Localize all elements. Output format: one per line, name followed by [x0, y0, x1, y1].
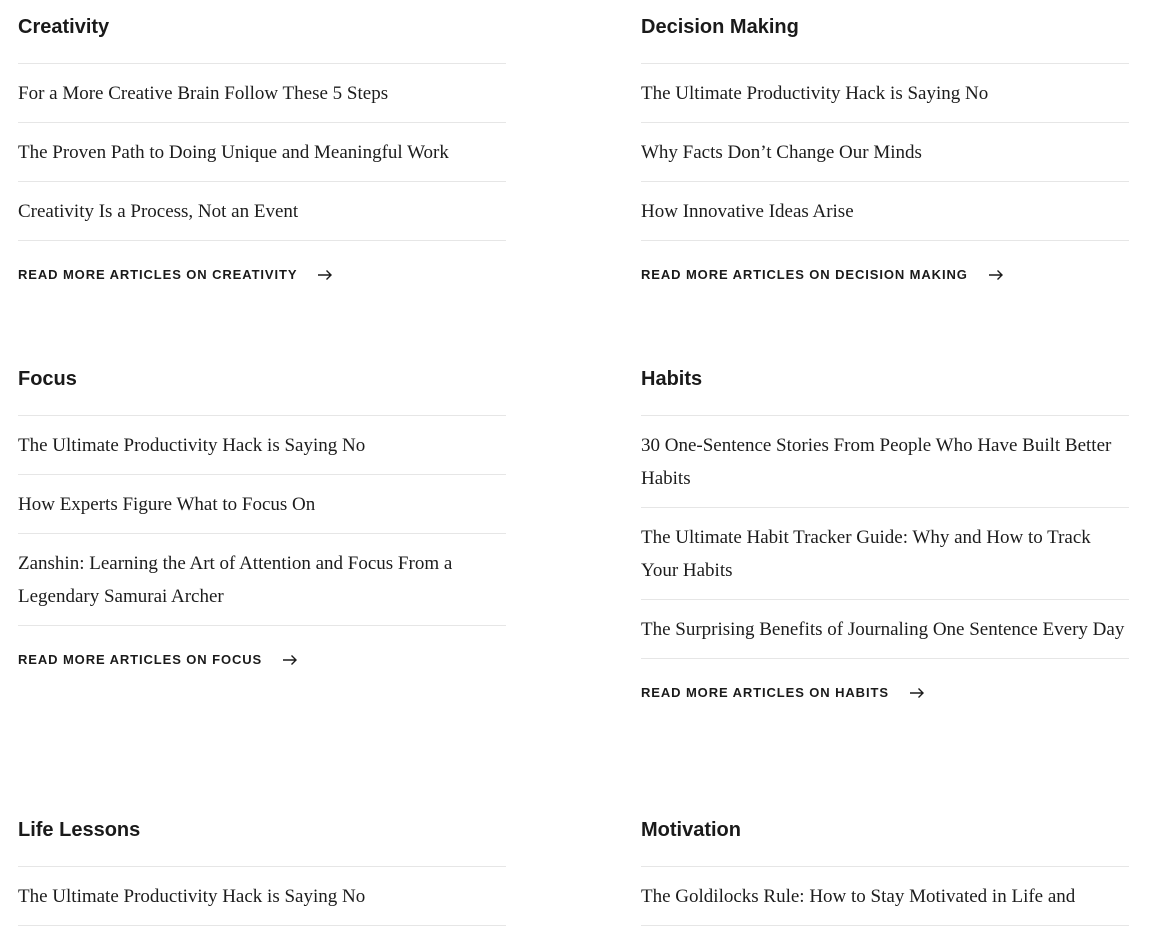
- article-list: [18, 416, 506, 626]
- article-link[interactable]: The Ultimate Productivity Hack is Saying No: [641, 83, 989, 104]
- article-link[interactable]: For a More Creative Brain Follow These 5 Steps: [18, 83, 389, 104]
- article-link[interactable]: How Experts Figure What to Focus On: [18, 494, 316, 515]
- section-title: Creativity: [18, 12, 506, 64]
- article-link[interactable]: How Innovative Ideas Arise: [641, 201, 854, 222]
- list-item: [641, 182, 1129, 241]
- read-more-label: READ MORE ARTICLES ON CREATIVITY: [18, 267, 298, 282]
- list-item: [18, 416, 506, 475]
- article-link[interactable]: The Surprising Benefits of Journaling One Sentence Every Day: [641, 619, 1125, 640]
- article-link[interactable]: The Goldilocks Rule: How to Stay Motivated in Life and: [641, 886, 1076, 907]
- section-habits: [641, 364, 1129, 703]
- section-focus: [18, 364, 506, 670]
- section-title: Habits: [641, 364, 1129, 416]
- article-link[interactable]: Why Facts Don’t Change Our Minds: [641, 142, 922, 163]
- section-motivation: [641, 815, 1129, 926]
- section-decision-making: [641, 12, 1129, 285]
- list-item: [641, 64, 1129, 123]
- list-item: [641, 508, 1129, 600]
- arrow-right-icon: [988, 269, 1004, 281]
- article-link[interactable]: The Ultimate Productivity Hack is Saying No: [18, 435, 366, 456]
- list-item: [18, 64, 506, 123]
- article-link[interactable]: Zanshin: Learning the Art of Attention and Focus From a Legendary Samurai Archer: [18, 553, 453, 607]
- read-more-creativity-link[interactable]: [18, 265, 333, 285]
- list-item: [641, 867, 1129, 926]
- article-link[interactable]: Creativity Is a Process, Not an Event: [18, 201, 299, 222]
- list-item: [18, 475, 506, 534]
- read-more-decision-making-link[interactable]: [641, 265, 1004, 285]
- list-item: [641, 416, 1129, 508]
- section-title: Focus: [18, 364, 506, 416]
- list-item: [18, 182, 506, 241]
- section-life-lessons: [18, 815, 506, 926]
- article-list: [18, 64, 506, 241]
- section-title: Decision Making: [641, 12, 1129, 64]
- article-list: [641, 64, 1129, 241]
- read-more-label: READ MORE ARTICLES ON FOCUS: [18, 652, 263, 667]
- read-more-focus-link[interactable]: [18, 650, 298, 670]
- article-list: [641, 416, 1129, 659]
- article-list: [641, 867, 1129, 926]
- section-creativity: [18, 12, 506, 285]
- section-title: Life Lessons: [18, 815, 506, 867]
- read-more-habits-link[interactable]: [641, 683, 925, 703]
- list-item: [18, 867, 506, 926]
- article-link[interactable]: 30 One-Sentence Stories From People Who Have Built Better Habits: [641, 435, 1112, 489]
- list-item: [18, 534, 506, 626]
- article-link[interactable]: The Proven Path to Doing Unique and Meaningful Work: [18, 142, 449, 163]
- read-more-label: READ MORE ARTICLES ON HABITS: [641, 685, 889, 700]
- article-list: [18, 867, 506, 926]
- read-more-label: READ MORE ARTICLES ON DECISION MAKING: [641, 267, 968, 282]
- arrow-right-icon: [317, 269, 333, 281]
- list-item: [641, 123, 1129, 182]
- list-item: [18, 123, 506, 182]
- arrow-right-icon: [909, 687, 925, 699]
- section-title: Motivation: [641, 815, 1129, 867]
- list-item: [641, 600, 1129, 659]
- article-link[interactable]: The Ultimate Productivity Hack is Saying No: [18, 886, 366, 907]
- article-link[interactable]: The Ultimate Habit Tracker Guide: Why and How to Track Your Habits: [641, 527, 1091, 581]
- arrow-right-icon: [282, 654, 298, 666]
